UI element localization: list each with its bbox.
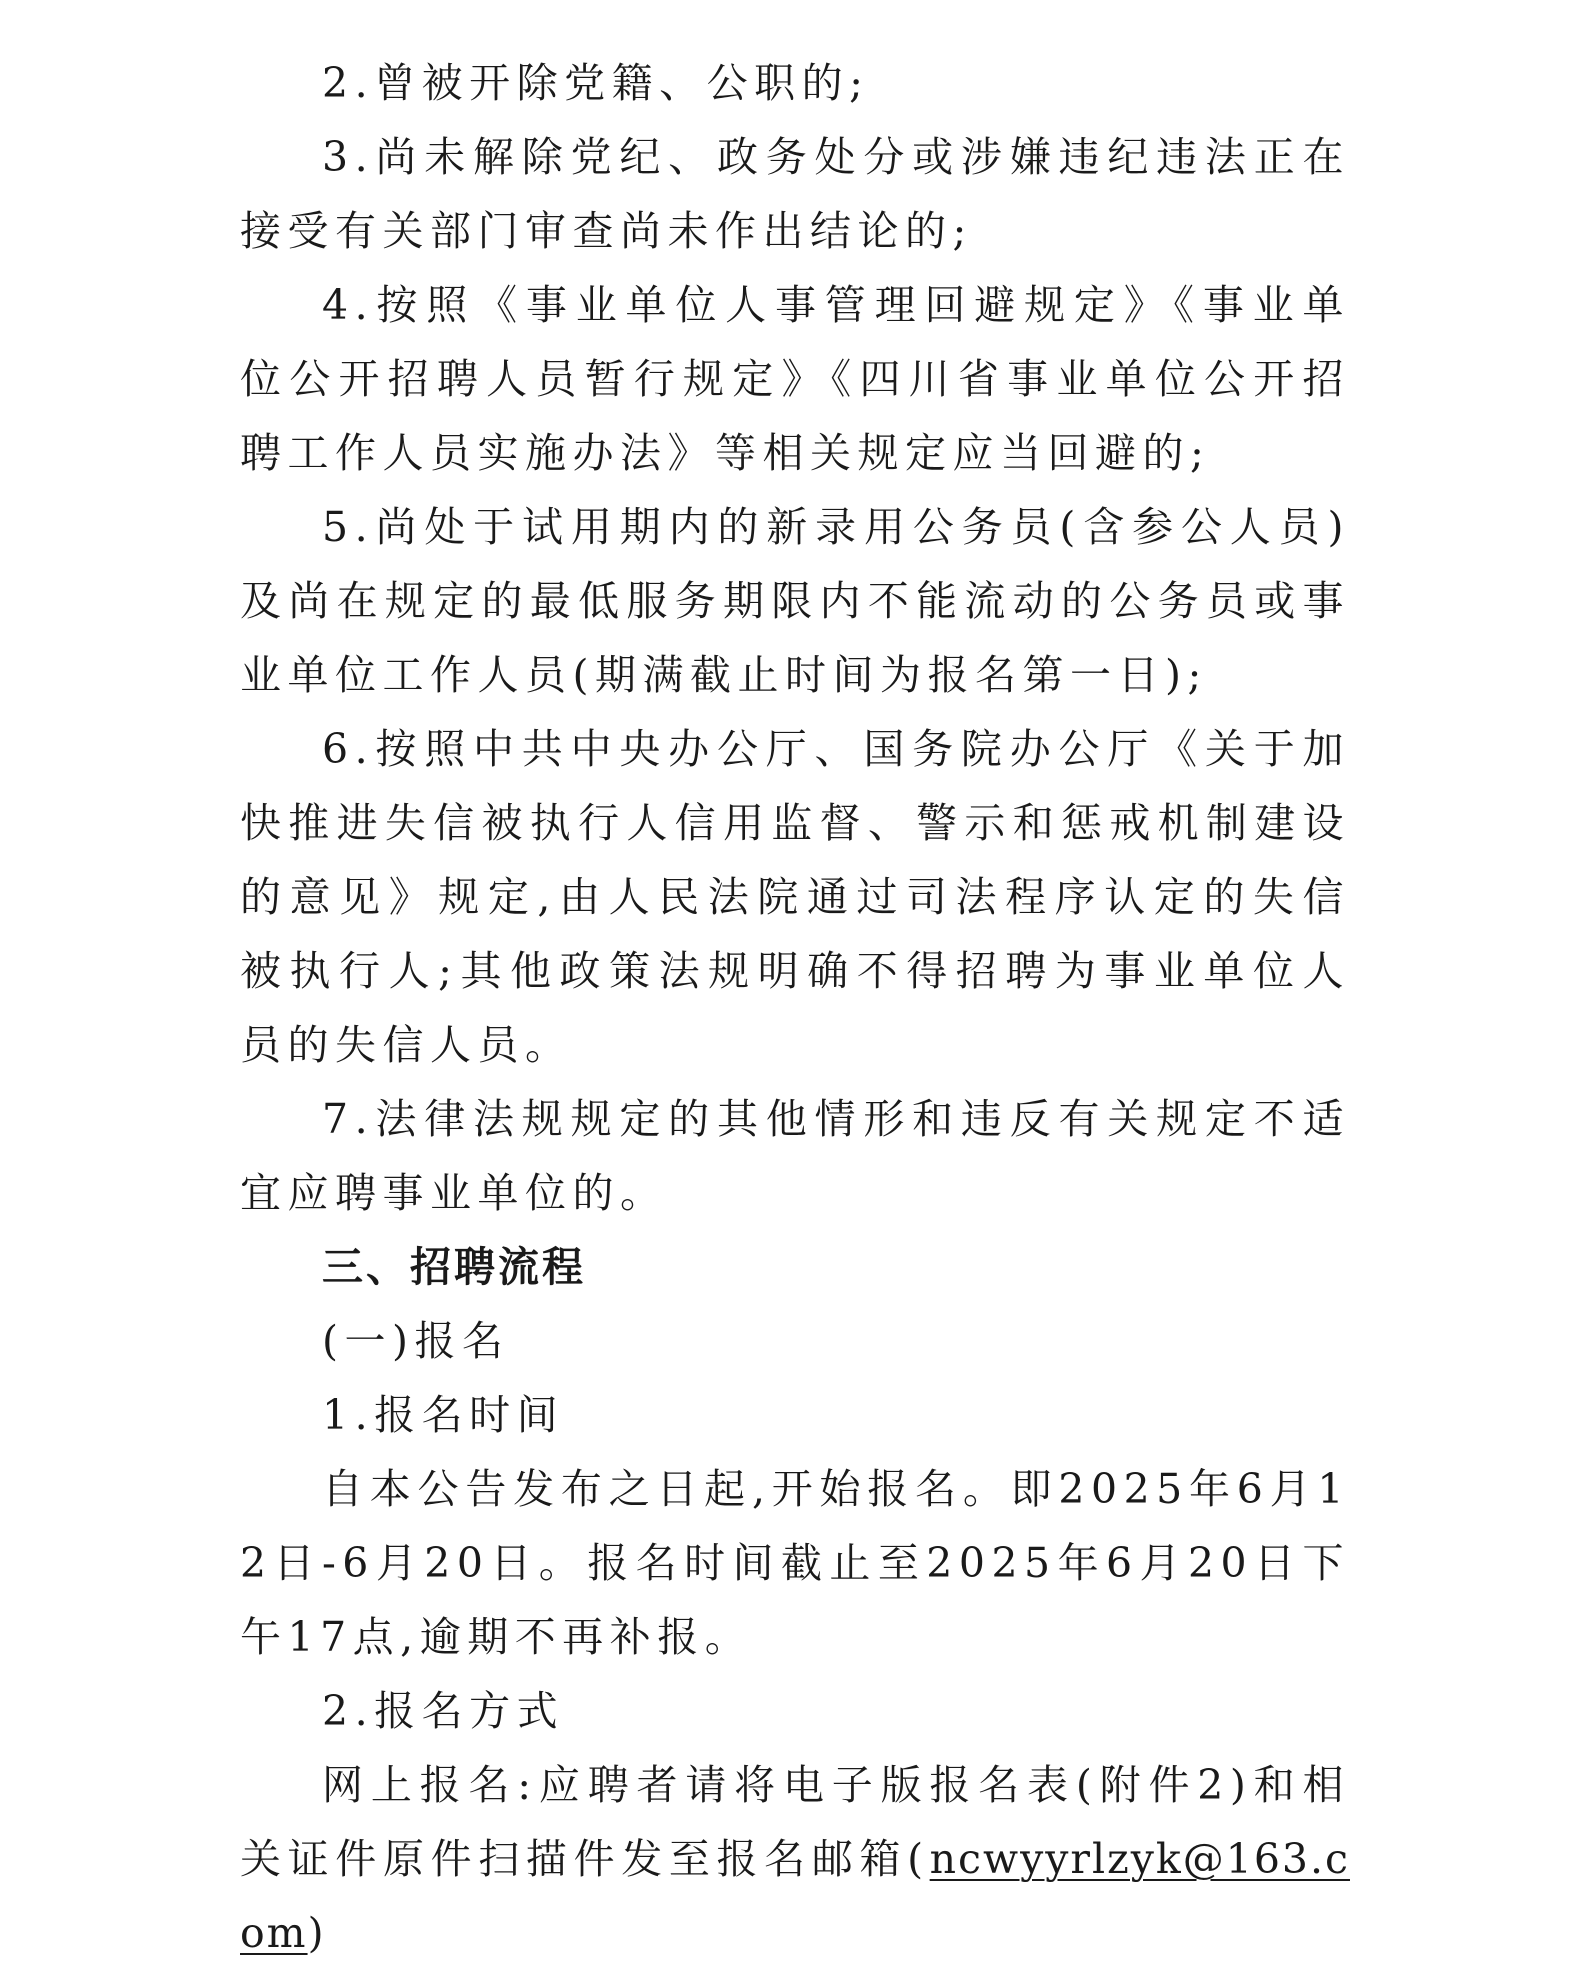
list-item-4: 4.按照《事业单位人事管理回避规定》《事业单位公开招聘人员暂行规定》《四川省事业单位公开招聘工作人员实施办法》等相关规定应当回避的; <box>240 281 1350 477</box>
list-item-3: 3.尚未解除党纪、政务处分或涉嫌违纪违法正在接受有关部门审查尚未作出结论的; <box>240 133 1350 255</box>
registration-time-text: 自本公告发布之日起,开始报名。即2025年6月12日-6月20日。报名时间截止至2025年6月20日下午17点,逾期不再补报。 <box>240 1465 1350 1661</box>
list-item-7: 7.法律法规规定的其他情形和违反有关规定不适宜应聘事业单位的。 <box>240 1095 1350 1217</box>
list-item-5: 5.尚处于试用期内的新录用公务员(含参公人员)及尚在规定的最低服务期限内不能流动的公务员或事业单位工作人员(期满截止时间为报名第一日); <box>240 503 1350 699</box>
section-heading-recruitment-process: 三、招聘流程 <box>322 1243 586 1291</box>
registration-email-link[interactable]: ncwyyrlzyk@163.com <box>240 1835 1350 1957</box>
registration-method-text <box>240 1748 1350 1970</box>
registration-time-title: 1.报名时间 <box>322 1391 565 1439</box>
list-item-6: 6.按照中共中央办公厅、国务院办公厅《关于加快推进失信被执行人信用监督、警示和惩戒机制建设的意见》规定,由人民法院通过司法程序认定的失信被执行人;其他政策法规明确不得招聘为事业单位人员的失信人员。 <box>240 725 1350 1069</box>
subsection-registration: (一)报名 <box>322 1317 510 1365</box>
document-body <box>240 46 1350 1970</box>
registration-method-prefix: 网上报名:应聘者请将电子版报名表(附件2)和相关证件原件扫描件发至报名邮箱( <box>240 1761 1350 1883</box>
registration-method-suffix: ) <box>307 1909 331 1957</box>
registration-method-title: 2.报名方式 <box>322 1687 565 1735</box>
list-item-2: 2.曾被开除党籍、公职的; <box>322 59 870 107</box>
